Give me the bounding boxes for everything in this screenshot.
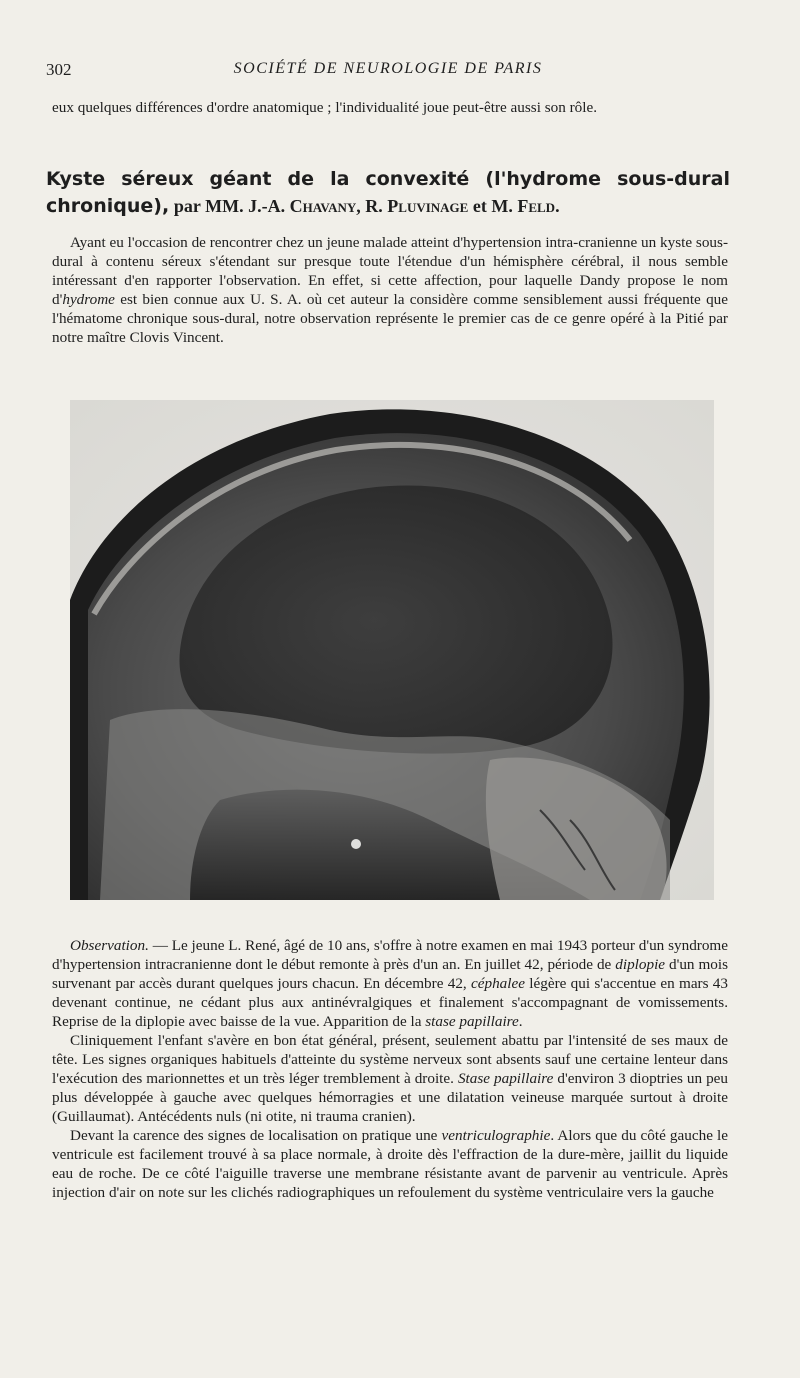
page-number: 302 <box>46 60 72 79</box>
authors-prefix: par MM. J.-A. <box>173 196 290 216</box>
clinical-text-1: Cliniquement l'enfant s'avère en bon état général, présent, seulement abattu par l'intensité de ses maux de tête. Les signes organiques habituels d'atteinte du système nerveux sont absents sauf une certaine lenteur dans l'exécution des marionnettes et un très léger tremblement à droite. <box>52 1032 728 1087</box>
article-authors <box>174 196 560 216</box>
observation-term-cephalee: céphalee <box>471 975 525 992</box>
observation-term-diplopie: diplopie <box>615 956 666 973</box>
observation-text-1: — Le jeune L. René, âgé de 10 ans, s'offre à notre examen en mai 1943 porteur d'un syndrome d'hypertension intracranienne dont le début remonte à près d'un an. En juillet 42, période de <box>52 937 728 973</box>
intro-text-1: Ayant eu l'occasion de rencontrer chez un jeune malade atteint d'hypertension intra-cranienne un kyste sous-dural à contenu séreux s'étendant sur presque toute l'étendue d'un hémisphère cérébral, il nous semble intéressant d'en rapporter l'observation. En effet, si cette affection, pour laquelle Dandy propose le nom d' <box>52 234 728 308</box>
observation-paragraph <box>52 936 728 1202</box>
skull-radiograph-image <box>70 400 714 900</box>
ventriculo-text-1: Devant la carence des signes de localisation on pratique une <box>70 1127 442 1144</box>
author-pluvinage: Pluvinage <box>387 196 469 216</box>
carry-over-paragraph: eux quelques différences d'ordre anatomique ; l'individualité joue peut-être aussi son rôle. <box>52 99 598 116</box>
intro-text-2: est bien connue aux U. S. A. où cet auteur la considère comme sensiblement aussi fréquente que l'hématome chronique sous-dural, notre observation représente le premier cas de ce genre opéré à la Pitié par notre maître Clovis Vincent. <box>52 291 728 346</box>
article-title <box>46 166 730 220</box>
observation-label: Observation. <box>70 937 149 954</box>
article-title-text: Kyste séreux géant de la convexité (l'hydrome sous-dural chronique), <box>46 168 730 217</box>
authors-end: . <box>555 196 560 216</box>
intro-term-hydrome: hydrome <box>62 291 115 308</box>
clinical-text-2: d'environ 3 dioptries un peu plus développée à gauche avec quelques hémorragies et une dilatation veineuse marquée surtout à droite (Guillaumat). Antécédents nuls (ni otite, ni trauma cranien). <box>52 1070 728 1125</box>
ventriculo-text-2: . Alors que du côté gauche le ventricule est facilement trouvé à sa place normale, à droite dès l'effraction de la dure-mère, jaillit du liquide eau de roche. De ce côté l'aiguille traverse une membrane résistante avant de parvenir au ventricule. Après injection d'air on note sur les clichés radiographiques un refoulement du système ventriculaire vers la gauche <box>52 1127 728 1201</box>
skull-radiograph-figure <box>70 400 714 900</box>
running-title: SOCIÉTÉ DE NEUROLOGIE DE PARIS <box>233 60 543 77</box>
observation-text-3: légère qui s'accentue en mars 43 devenant continue, ne cédant plus aux antinévralgiques et finalement s'accompagnant de vomissements. Reprise de la diplopie avec baisse de la vue. Apparition de la <box>52 975 728 1030</box>
authors-separator-1: , R. <box>356 196 388 216</box>
author-chavany: Chavany <box>289 196 357 216</box>
observation-term-stase: stase papillaire <box>425 1013 519 1030</box>
clinical-term-stase: Stase papillaire <box>457 1070 554 1087</box>
observation-text-4: . <box>518 1013 523 1030</box>
observation-text-2: d'un mois survenant par accès durant quelques jours chacun. En décembre 42, <box>52 956 728 992</box>
intro-paragraph <box>52 233 728 347</box>
page-header <box>46 60 730 84</box>
ventriculo-term: ventriculographie <box>441 1127 551 1144</box>
author-feld: Feld <box>517 196 556 216</box>
authors-separator-2: et M. <box>468 196 518 216</box>
